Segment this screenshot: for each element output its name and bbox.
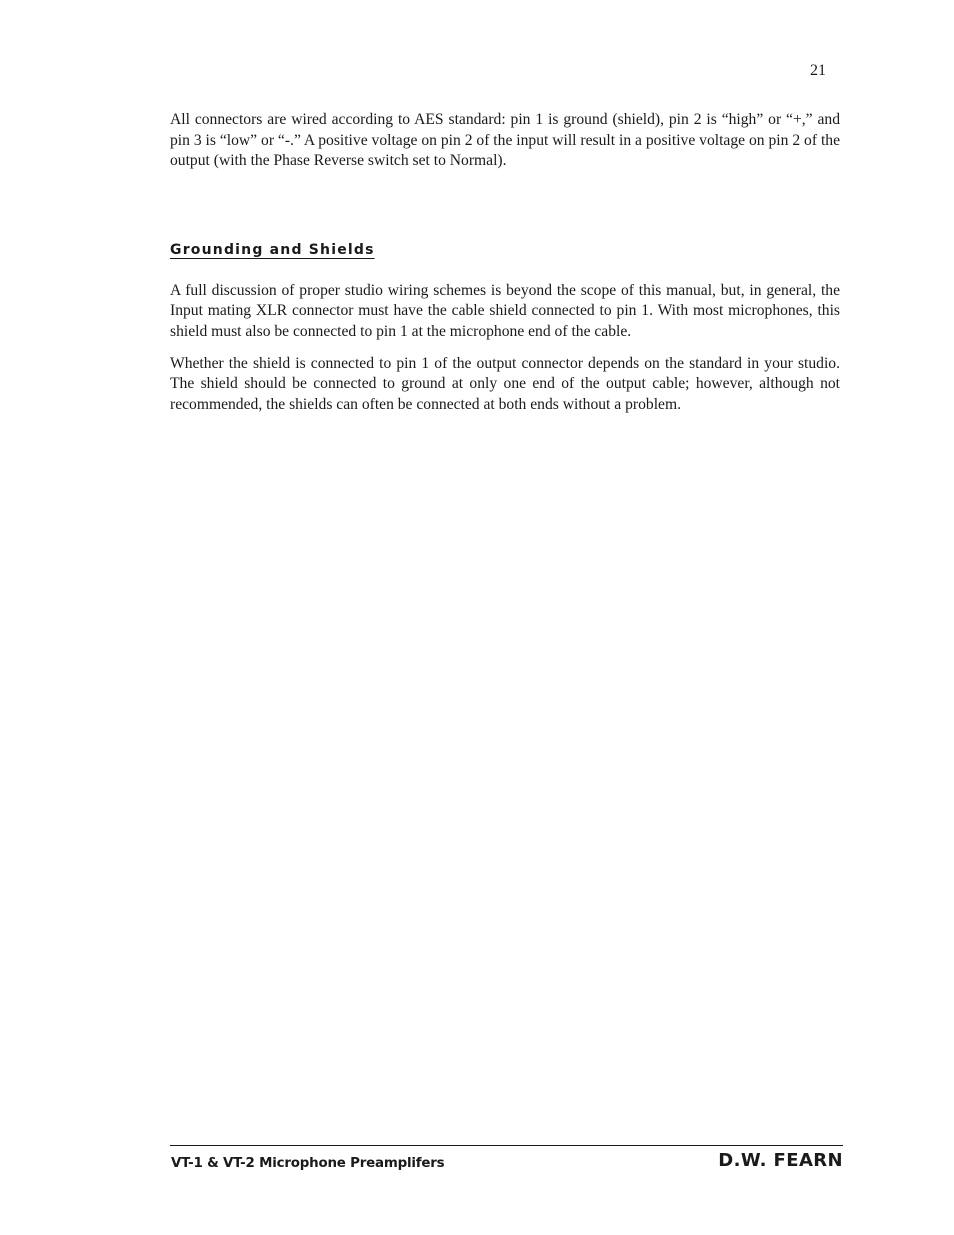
section-heading-text: Grounding and Shields [170,241,375,258]
section-heading [170,240,840,260]
section-paragraph-2: Whether the shield is connected to pin 1 of the output connector depends on the standard in your studio. The shield should be connected to ground at only one end of the output cable; however, although not recommended, the shields can often be connected at both ends without a problem. [170,354,840,413]
intro-paragraph: All connectors are wired according to AES standard: pin 1 is ground (shield), pin 2 is “high” or “+,” and pin 3 is “low” or “-.” A positive voltage on pin 2 of the input will result in a positive voltage on pin 2 of the output (with the Phase Reverse switch set to Normal). [170,111,840,170]
footer-document-title: VT-1 & VT-2 Microphone Preamplifers [171,1156,445,1171]
page-number: 21 [810,62,826,79]
section-paragraph-1: A full discussion of proper studio wiring schemes is beyond the scope of this manual, but, in general, the Input mating XLR connector must have the cable shield connected to pin 1. With most microphones, this shield must also be connected to pin 1 at the microphone end of the cable. [170,281,840,340]
page-content [170,110,840,415]
footer-brand-logo: D.W. FEARN [718,1150,843,1171]
footer-divider [170,1145,843,1146]
